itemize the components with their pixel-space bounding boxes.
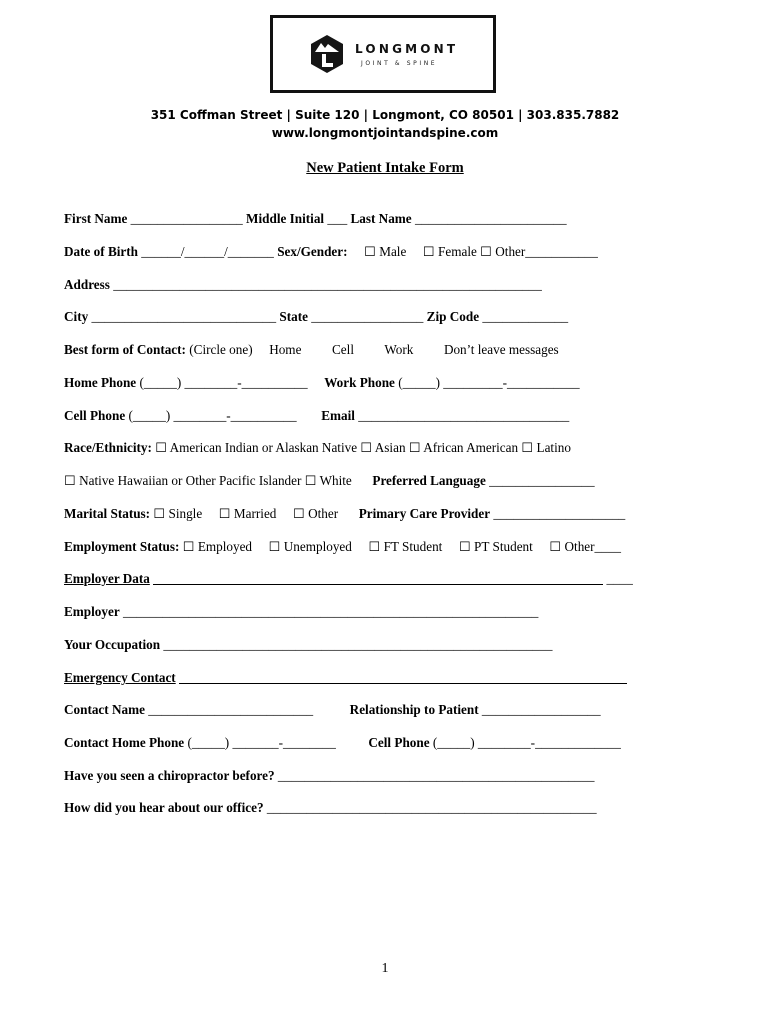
dob-row [64,244,598,260]
sex-female-checkbox[interactable]: ☐ Female [422,244,477,259]
employment-employed-checkbox[interactable]: ☐ Employed [182,539,253,554]
employment-label: Employment Status: [64,539,180,554]
pcp-field[interactable]: ____________________ [493,506,626,521]
employer-data-label: Employer Data [64,571,150,586]
logo-box [270,15,496,93]
logo-name: LONGMONT [355,42,459,56]
last-name-label: Last Name [350,211,412,226]
employer-row [64,604,538,620]
contact-no-messages-option[interactable]: Don’t leave messages [443,342,559,357]
address-label: Address [64,277,110,292]
employment-unemployed-checkbox[interactable]: ☐ Unemployed [268,539,352,554]
contact-name-label: Contact Name [64,702,145,717]
work-phone-field[interactable]: (_____) _________-___________ [398,375,580,390]
employer-label: Employer [64,604,120,619]
contact-cell-phone-label: Cell Phone [368,735,430,750]
employment-ft-student-checkbox[interactable]: ☐ FT Student [368,539,443,554]
race-row-2 [64,473,595,489]
contact-name-row [64,702,601,718]
middle-initial-field[interactable]: ___ [327,211,348,226]
name-row [64,211,567,227]
dob-label: Date of Birth [64,244,138,259]
referral-row [64,800,597,816]
home-phone-row [64,375,580,391]
contact-home-phone-field[interactable]: (_____) _______-________ [187,735,336,750]
state-field[interactable]: _________________ [311,309,424,324]
sex-other-checkbox[interactable]: ☐ Other___________ [480,244,598,259]
occupation-field[interactable]: ___________________________________________________________ [163,637,553,652]
address-row [64,277,542,293]
occupation-row [64,637,552,653]
language-field[interactable]: ________________ [489,473,595,488]
emergency-heading [64,670,627,686]
race-latino-checkbox[interactable]: ☐ Latino [521,440,571,455]
marital-row [64,506,625,522]
contact-home-option[interactable]: Home [269,342,302,357]
pcp-label: Primary Care Provider [358,506,491,521]
employment-pt-student-checkbox[interactable]: ☐ PT Student [458,539,533,554]
home-phone-label: Home Phone [64,375,137,390]
city-label: City [64,309,89,324]
section-underline [153,571,603,585]
first-name-label: First Name [64,211,128,226]
work-phone-label: Work Phone [324,375,395,390]
sex-male-checkbox[interactable]: ☐ Male [364,244,407,259]
race-african-checkbox[interactable]: ☐ African American [408,440,519,455]
last-name-field[interactable]: _______________________ [414,211,567,226]
city-field[interactable]: ____________________________ [91,309,277,324]
employment-other-checkbox[interactable]: ☐ Other____ [549,539,621,554]
dob-field[interactable]: ______/______/_______ [141,244,274,259]
section-underline [179,670,627,684]
employer-data-tail: ____ [606,571,633,586]
employer-data-heading [64,571,634,587]
chiropractor-row [64,768,594,784]
sex-label: Sex/Gender: [277,244,348,259]
mountain-logo-icon [309,34,345,74]
race-hawaiian-checkbox[interactable]: ☐ Native Hawaiian or Other Pacific Islander [64,473,302,488]
marital-married-checkbox[interactable]: ☐ Married [218,506,277,521]
zip-field[interactable]: _____________ [482,309,569,324]
cell-phone-label: Cell Phone [64,408,126,423]
contact-cell-option[interactable]: Cell [332,342,354,357]
relationship-field[interactable]: __________________ [481,702,601,717]
contact-phone-row [64,735,621,751]
contact-work-option[interactable]: Work [384,342,414,357]
middle-initial-label: Middle Initial [246,211,325,226]
marital-other-checkbox[interactable]: ☐ Other [292,506,339,521]
race-row [64,440,571,456]
contact-home-phone-label: Contact Home Phone [64,735,185,750]
race-label: Race/Ethnicity: [64,440,152,455]
home-phone-field[interactable]: (_____) ________-__________ [139,375,308,390]
employment-row [64,539,621,555]
cell-phone-field[interactable]: (_____) ________-__________ [128,408,297,423]
race-white-checkbox[interactable]: ☐ White [304,473,352,488]
chiropractor-field[interactable]: ________________________________________________ [277,768,595,783]
clinic-website: www.longmontjointandspine.com [271,126,499,140]
contact-row [64,342,559,358]
race-native-checkbox[interactable]: ☐ American Indian or Alaskan Native [155,440,358,455]
relationship-label: Relationship to Patient [349,702,479,717]
first-name-field[interactable]: _________________ [130,211,243,226]
page-number: 1 [381,961,389,976]
form-title: New Patient Intake Form [306,160,464,176]
contact-label: Best form of Contact: [64,342,186,357]
occupation-label: Your Occupation [64,637,161,652]
race-asian-checkbox[interactable]: ☐ Asian [360,440,406,455]
contact-hint: (Circle one) [189,342,253,357]
referral-field[interactable]: __________________________________________________ [266,800,597,815]
address-field[interactable]: _________________________________________________________________ [113,277,542,292]
cell-phone-row [64,408,569,424]
marital-label: Marital Status: [64,506,151,521]
zip-label: Zip Code [426,309,480,324]
contact-name-field[interactable]: _________________________ [148,702,314,717]
clinic-address: 351 Coffman Street | Suite 120 | Longmont, CO 80501 | 303.835.7882 [150,108,620,122]
city-row [64,309,568,325]
referral-label: How did you hear about our office? [64,800,264,815]
marital-single-checkbox[interactable]: ☐ Single [153,506,203,521]
email-field[interactable]: ________________________________ [358,408,570,423]
contact-cell-phone-field[interactable]: (_____) ________-_____________ [432,735,621,750]
state-label: State [279,309,308,324]
emergency-label: Emergency Contact [64,670,176,685]
chiropractor-label: Have you seen a chiropractor before? [64,768,275,783]
logo-subtitle: JOINT & SPINE [361,60,438,67]
employer-field[interactable]: _______________________________________________________________ [122,604,539,619]
email-label: Email [321,408,355,423]
language-label: Preferred Language [372,473,486,488]
